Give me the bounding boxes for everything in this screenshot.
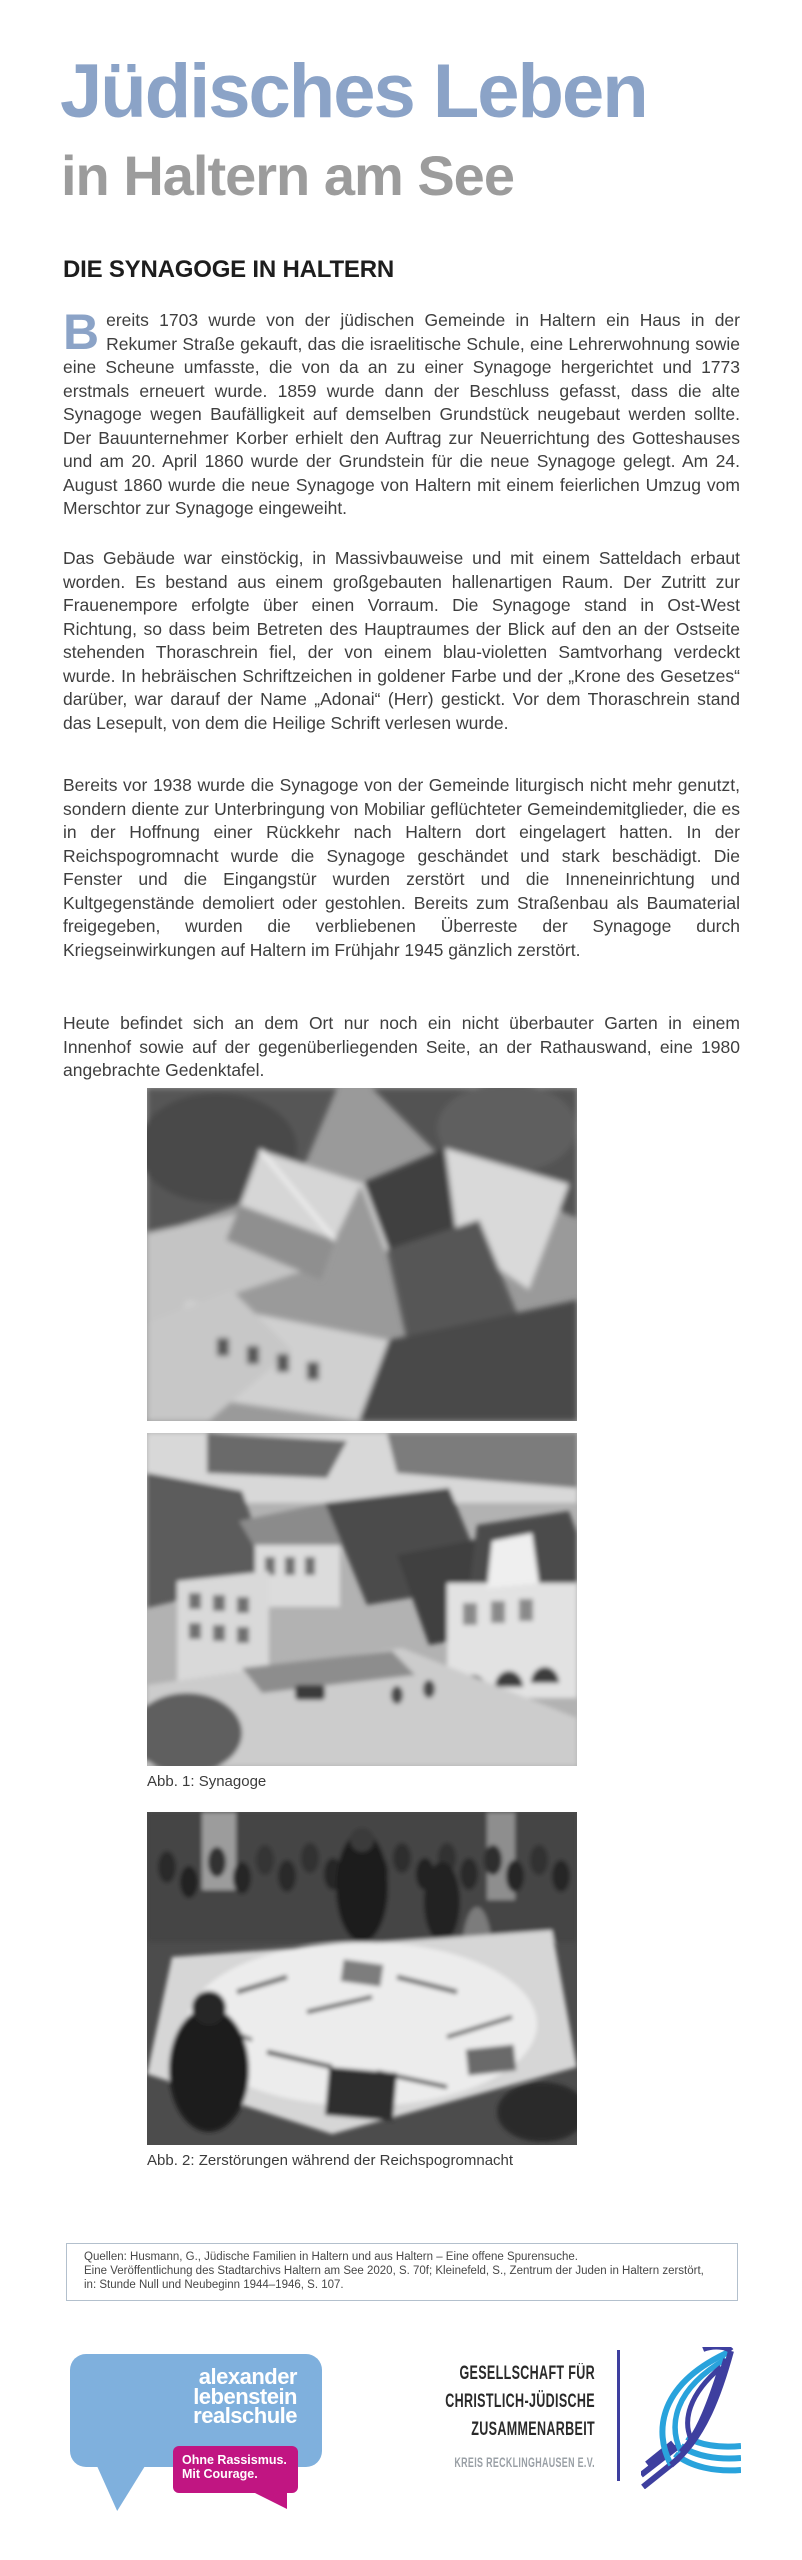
figure2-caption: Abb. 2: Zerstörungen während der Reichspogromnacht: [147, 2152, 514, 2169]
school-name-line2: lebenstein: [193, 2383, 297, 2409]
figure1-photo-aerial-bottom: [147, 1433, 577, 1766]
gcjz-name: [384, 2360, 595, 2477]
speech-bubble-blue-tail: [97, 2466, 145, 2511]
page-title: Jüdisches Leben: [60, 49, 647, 134]
sources-line-3: in: Stunde Null und Neubeginn 1944–1946, S. 107.: [84, 2278, 344, 2291]
paragraph-2: Das Gebäude war einstöckig, in Massivbauweise und mit einem Satteldach erbaut worden. Es bestand aus einem großgebauten hallenartigen Raum. Der Zutritt zur Frauenempore erfolgte über einen Vorraum. Die Synagoge stand in Ost-West Richtung, so dass beim Betreten des Hauptraumes der Blick auf den an der Ostseite stehenden Thoraschrein fiel, der von einem blau-violetten Samtvorhang verdeckt wurde. In hebräischen Schriftzeichen in goldener Farbe und der „Krone des Gesetzes“ darüber, war darauf der Name „Adonai“ (Herr) gestickt. Vor dem Thoraschrein stand das Lesepult, von dem die Heilige Schrift verlesen wurde.: [63, 548, 740, 733]
gcjz-subline: KREIS RECKLINGHAUSEN E.V.: [454, 2455, 595, 2470]
paragraph-3: Bereits vor 1938 wurde die Synagoge von der Gemeinde liturgisch nicht mehr genutzt, sondern diente zur Unterbringung von Mobiliar geflüchteter Gemeindemitglieder, die es in der Hoffnung einer Rückkehr nach Haltern dort eingelagert hatten. In der Reichspogromnacht wurde die Synagoge geschändet und stark beschädigt. Die Fenster und die Eingangstür wurden zerstört und die Inneneinrichtung und Kultgegenstände demoliert oder gestohlen. Bereits zum Straßenbau als Baumaterial freigegeben, wurden die verbliebenen Überreste der Synagoge durch Kriegseinwirkungen auf Haltern im Frühjahr 1945 gänzlich zerstört.: [63, 775, 740, 960]
school-logo: [70, 2354, 330, 2514]
gcjz-logo-icon: [641, 2347, 741, 2489]
page-subtitle: in Haltern am See: [61, 144, 514, 207]
figure1-caption: Abb. 1: Synagoge: [147, 1773, 267, 1790]
sources-line-2: Eine Veröffentlichung des Stadtarchivs Haltern am See 2020, S. 70f; Kleinefeld, S., Zentrum der Juden in Haltern zerstört,: [84, 2264, 704, 2277]
gcjz-divider: [617, 2350, 620, 2481]
figure2-photo-pogrom: [147, 1812, 577, 2145]
badge-line2: Mit Courage.: [182, 2467, 258, 2481]
gcjz-line1: GESELLSCHAFT FÜR: [459, 2363, 595, 2384]
figure1-photo-aerial-top: [147, 1088, 577, 1421]
badge-line1: Ohne Rassismus.: [182, 2453, 287, 2467]
school-name-line1: alexander: [198, 2364, 297, 2389]
sources-box: [66, 2243, 738, 2301]
courage-badge: [182, 2453, 302, 2481]
paragraph-1: [63, 304, 740, 521]
school-name-line3: realschule: [193, 2403, 297, 2428]
dropcap-b: B: [63, 304, 100, 360]
sources-line-1: Quellen: Husmann, G., Jüdische Familien in Haltern und aus Haltern – Eine offene Spurensuche.: [84, 2251, 578, 2263]
gcjz-line3: ZUSAMMENARBEIT: [471, 2419, 595, 2440]
paragraph-1-text: ereits 1703 wurde von der jüdischen Gemeinde in Haltern ein Haus in der Rekumer Straße gekauft, das die israelitische Schule, eine Lehrerwohnung sowie eine Scheune umfasste, die von da an zu einer Synagoge hergerichtet und 1773 erstmals erneuert wurde. 1859 wurde dann der Beschluss gefasst, dass die alte Synagoge wegen Baufälligkeit auf demselben Grundstück neugebaut werden sollte. Der Bauunternehmer Korber erhielt den Auftrag zur Neuerrichtung des Gotteshauses und am 20. April 1860 wurde der Grundstein für die neue Synagoge gelegt. Am 24. August 1860 wurde die neue Synagoge von Haltern mit einem feierlichen Umzug vom Merschtor zur Synagoge eingeweiht.: [63, 310, 740, 518]
speech-bubble-magenta-tail: [253, 2492, 287, 2509]
gcjz-line2: CHRISTLICH-JÜDISCHE: [445, 2391, 595, 2412]
paragraph-4: Heute befindet sich an dem Ort nur noch ein nicht überbauter Garten in einem Innenhof sowie auf der gegenüberliegenden Seite, an der Rathauswand, eine 1980 angebrachte Gedenktafel.: [63, 1013, 740, 1080]
section-heading: DIE SYNAGOGE IN HALTERN: [63, 256, 394, 283]
school-name: [70, 2364, 297, 2428]
